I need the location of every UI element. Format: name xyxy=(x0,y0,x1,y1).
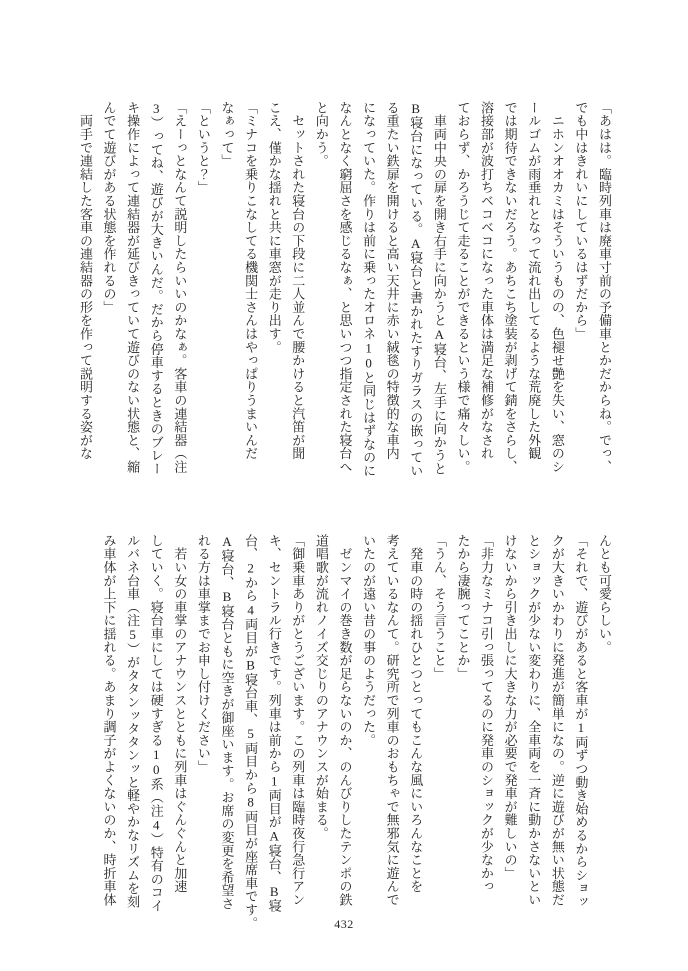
text-line: 3）ってね、遊びが大きいんだ。だから停車するときのブレー xyxy=(148,101,164,476)
text-line: み車体が上下に揺れる。あまり調子がよくないのか、時折車体 xyxy=(101,534,117,907)
text-line: B寝台になっている。A寝台と書かれたすりガラスの嵌ってい xyxy=(408,101,424,478)
text-line: 「それで、遊びがあると客車が1両ずつ動き始めるからショッ xyxy=(573,534,589,909)
text-line: んでて遊びがある状態を作れるの」 xyxy=(101,101,117,314)
text-line: んとも可愛らしい。 xyxy=(597,534,612,654)
page-number: 432 xyxy=(334,917,354,931)
text-line: る重たい鉄扉を開けると高い天井に赤い絨毯の特徴的な車内 xyxy=(384,101,400,461)
text-line: でも中はきれいにしているはずだから」 xyxy=(573,101,589,341)
text-line: 「御乗車ありがとうございます。この列車は臨時夜行急行アン xyxy=(290,534,306,907)
text-line: では期待できないだろう。あちこち塗装が剥げて錆をさらし、 xyxy=(502,101,518,474)
text-line: 発車の時の揺れひとつとってもこんな風にいろんなことを xyxy=(408,534,424,894)
text-line: なんとなく窮屈さを感じるなぁ、と思いつつ指定された寝台へ xyxy=(337,101,353,474)
text-line: たから凄腕ってことか」 xyxy=(455,534,471,681)
text-line: れる方は車掌までお申し付けください」 xyxy=(195,534,211,774)
text-line: キ、セントラル行きです。列車は前から1両目がA寝台、B寝 xyxy=(266,534,282,913)
text-line: ておらず、かろうじて走ることができるという様で痛々しい。 xyxy=(455,101,471,474)
text-line: なぁって」 xyxy=(219,101,235,168)
text-line: 「というと？」 xyxy=(195,101,211,195)
text-line: 溶接部が波打ちベコベコになった車体は満足な補修がなされ xyxy=(479,101,495,461)
text-line: ルバネ台車（注5）がタタンッタタンッと軽やかなリズムを刻 xyxy=(125,534,141,909)
text-line: 車両中央の扉を開き右手に向かうとA寝台、左手に向かうと xyxy=(431,101,447,476)
text-line: 道唱歌が流れノイズ交じりのアナウンスが始まる。 xyxy=(313,534,329,840)
text-block-bottom xyxy=(97,534,616,934)
text-line: 考えているなんて。研究所で列車のおもちゃで無邪気に遊んで xyxy=(384,534,400,907)
text-line: セットされた寝台の下段に二人並んで腰かけると汽笛が聞 xyxy=(290,101,306,461)
text-line: ゼンマイの巻き数が足らないのか、のんびりしたテンポの鉄 xyxy=(337,534,353,907)
text-line: ールゴムが雨垂れとなって流れ出してるような荒廃した外観 xyxy=(526,101,542,461)
text-line: 「非力なミナコ引っ張ってるのに発車のショックが少なかっ xyxy=(479,534,495,894)
text-line: と向かう。 xyxy=(313,101,329,168)
text-line: いたのが遠い昔の事のようだった。 xyxy=(361,534,377,747)
text-line: クが大きいかわりに発進が簡単になの。逆に遊びが無い状態だ xyxy=(549,534,565,907)
text-line: A寝台、B寝台ともに空きが御座います。お席の変更を希望さ xyxy=(219,534,235,911)
text-line: 両手で連結した客車の連結器の形を作って説明する姿がな xyxy=(77,101,93,461)
text-line: けないから引き出しに大きな力が必要で発車が難しいの」 xyxy=(502,534,518,880)
text-line: 「ミナコを乗りこなしてる機関士さんはやっぱりうまいんだ xyxy=(243,101,259,461)
text-line: 「うん、そう言うこと」 xyxy=(431,534,447,681)
text-block-top xyxy=(73,101,616,501)
text-line: になっていた。作りは前に乗ったオロネ10と同じはずなのに xyxy=(361,101,377,478)
text-line: していく。寝台車にしては硬すぎる10系（注4）特有のコイ xyxy=(148,534,164,913)
text-line: 「えーっとなんて説明したらいいのかなぁ。客車の連結器（注 xyxy=(172,101,188,474)
text-line: こえ、僅かな揺れと共に車窓が走り出す。 xyxy=(266,101,282,354)
text-line: ニホンオオカミはそういうものの、色褪せ艶を失い、窓のシ xyxy=(549,101,565,474)
text-line: 「あはは。臨時列車は廃車寸前の予備車とかだからね。でっ、 xyxy=(597,101,612,474)
text-line: 台、2から4両目がB寝台車、5両目から8両目が座席車です。 xyxy=(243,534,259,930)
text-line: 若い女の車掌のアナウンスとともに列車はぐんぐんと加速 xyxy=(172,534,188,894)
text-line: キ操作によって連結器が延びきっていて遊びのない状態と、縮 xyxy=(125,101,141,474)
text-line: とショックが少ない変わりに、全車両を一斉に動かさないとい xyxy=(526,534,542,907)
